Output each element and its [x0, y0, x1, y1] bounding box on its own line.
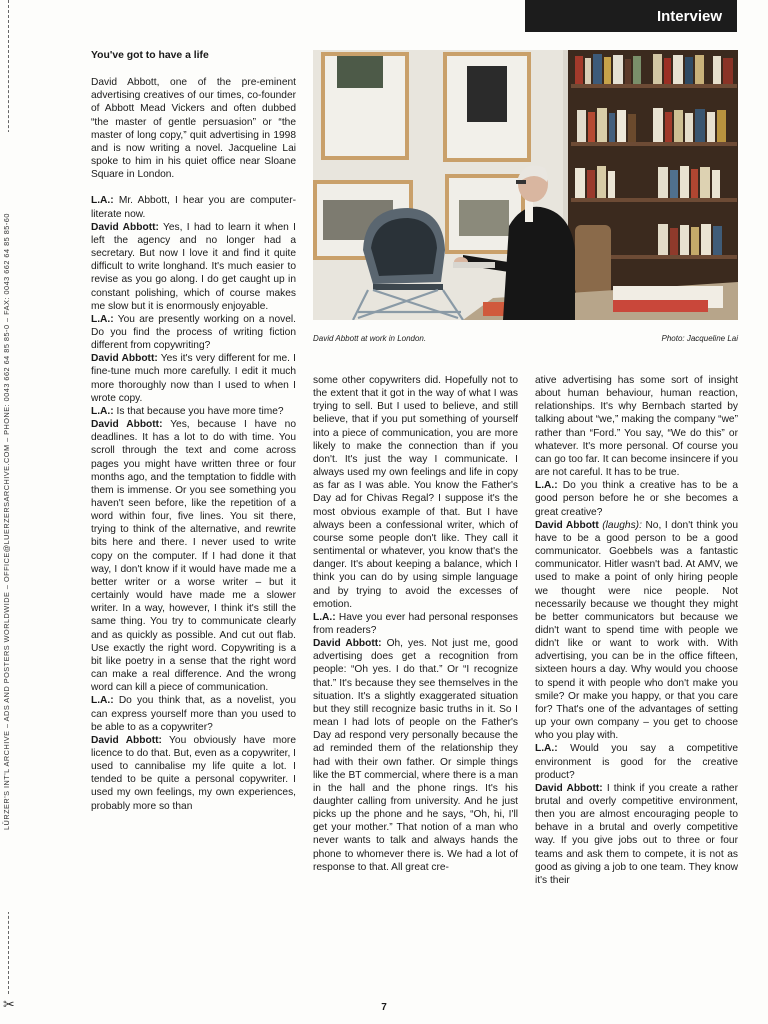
paragraph-text: some other copywriters did. Hopefully not to the extent that it got in the way of what I was trying to sell. But I used to believe, and still believe, that if you put something of yourself into a piece of communication, you are more likely to make the connection than if you don't. It's just the way I communicate. I always used my own feelings and life in copy as far as I was able. You know the Father's Day ad for Chivas Regal? I suppose it's the most obvious example of that. But I have always been a confessional writer, which of course some people don't like. They call it sentimental or whatever, you know that's the danger. It's about keeping a balance, which I think you can do by using simple language and by trying to avoid the excesses of emotion.: [313, 375, 518, 610]
article-column-3: [535, 374, 738, 887]
paragraph-text: Yes, because I have no deadlines. It has a lot to do with time. You scroll through the text and come across pages you might have written three or four months ago, and the temptation to fiddle with them is immense. Or you see something you haven't seen before, like the repetition of a word within four, five lines. You sit there, trying to think of the alternative, and rewrite bits here and there. I never used to write copy on the computer. If I had done it that way, I don't know if it would have made me a better writer or a worse writer – but it certainly would have made me a slower writer. In a way, however, I think it's still the same thing. You try to communicate clearly and as quickly as possible. And cut out flab. Use exactly the right word. Copywriting is a bit like poetry in a sense that the right word can make a real difference. And the wrong word can kill a piece of communication.: [91, 419, 296, 694]
speaker-label: David Abbott:: [535, 782, 603, 794]
speaker-label: David Abbott:: [91, 734, 162, 746]
column-2-body: [313, 374, 518, 874]
paragraph-text: Mr. Abbott, I hear you are computer-literate now.: [91, 195, 296, 220]
paragraph: [535, 782, 738, 887]
speaker-label: David Abbott:: [313, 638, 382, 650]
spine-text: LÜRZER'S INT'L ARCHIVE – ADS AND POSTERS WORLDWIDE – OFFICE@LUERZERSARCHIVE.COM – PHONE: 0043 662 64 85 85-0 – FAX: 0043 662 64 85 85-60: [2, 132, 16, 912]
photo-caption: David Abbott at work in London.: [313, 334, 427, 343]
paragraph-text: No, I don't think you have to be a good person to be a good communicator. Goebbels was a fantastic communicator. Hitler wasn't bad. At AMV, we used to make a point of only hiring people we thought were nice people. Not necessarily because we thought they might be better communicators but because we didn't want to spend time with people we didn't like or want to work with. With advertising, you can be in the office fifteen, sixteen hours a day. Why would you choose to spend it with people who don't make you smile? Or make you happy, or that you care for? That's one of the advantages of setting up your own company – you get to choose who you play with.: [535, 519, 738, 742]
paragraph-text: Is that because you have more time?: [116, 405, 284, 417]
speaker-label: David Abbott:: [91, 353, 158, 365]
paragraph-text: You obviously have more licence to do that. But, even as a copywriter, I used to cannibalise my life quite a lot. I tended to be quite a personal copywriter. I used my own feelings, my own experiences, probably more so than: [91, 734, 296, 812]
paragraph-text: Would you say a competitive environment is good for the creative product?: [535, 743, 738, 781]
paragraph: [313, 374, 518, 611]
archive-spine: [0, 0, 24, 1024]
section-tab: Interview: [525, 0, 737, 32]
speaker-label: David Abbott: [535, 519, 599, 531]
speaker-label: L.A.:: [313, 611, 336, 623]
paragraph-text: You are presently working on a novel. Do you find the process of writing fiction different from copywriting?: [91, 313, 296, 352]
column-3-body: [535, 374, 738, 887]
paragraph: [535, 374, 738, 479]
paragraph: [91, 352, 296, 405]
paragraph: [535, 519, 738, 743]
speaker-label: L.A.:: [91, 195, 114, 207]
page-number: 7: [381, 1002, 387, 1013]
paragraph: [535, 742, 738, 781]
paragraph: [91, 221, 296, 313]
paragraph: [313, 611, 518, 637]
speaker-label: L.A.:: [535, 480, 558, 492]
paragraph: [313, 637, 518, 874]
paragraph-text: Have you ever had personal responses from readers?: [313, 611, 518, 636]
paragraph-text: Do you think that, as a novelist, you can express yourself more than you used to be able to as a copywriter?: [91, 695, 296, 733]
speaker-label: L.A.:: [91, 313, 114, 325]
paragraph-text: Do you think a creative has to be a good person before he or she becomes a great creative?: [535, 480, 738, 518]
article-heading: You've got to have a life: [91, 50, 209, 61]
paragraph: [91, 313, 296, 352]
speaker-label: David Abbott:: [91, 221, 159, 233]
paragraph-text: Oh, yes. Not just me, good advertising does get a recognition from people: “Oh yes. I do that.” Or “I recognize that.” It's because they see themselves in the situation. It's a slightly exaggerated situation but they still recognize basic truths in it. So I mean I had lots of people on the Father's Day ad respond very personally because the ad reminded them of the relationship they had with their own father. Or simple things like the BT commercial, where there is a man in the hall and the phone rings. It's his daughter calling from university. And he just picks up the phone and he says, “Oh, hi, I'll get your mother.” That notion of a man who never wants to talk and always hands the phone to whomever there is. We had a lot of response to that. All great cre-: [313, 638, 518, 873]
article-photo: [313, 50, 738, 320]
photo-illustration: [313, 50, 738, 320]
paragraph-text: Yes, I had to learn it when I left the agency and no longer had a secretary. But now I love it and find it quite difficult to write longhand. It's much easier to revise as you go along. I do get caught up in constant polishing, which of course makes me slow but it is enormously enjoyable.: [91, 221, 296, 312]
paragraph: [91, 405, 296, 418]
article-intro: David Abbott, one of the pre-eminent advertising creatives of our times, co-founder of Abbott Mead Vickers and often dubbed “the master of gentle persuasion” or “the master of long copy,” quit advertising in 1998 and is now writing a novel. Jacqueline Lai spoke to him in his quiet office near Sloane Square in London.: [91, 77, 296, 181]
paragraph-text: I think if you create a rather brutal and overly competitive environment, then you are almost encouraging people to behave in a brutal and overly competitive way. If you give jobs out to three or four teams and ask them to compete, it is not as good as giving a job to one team. They know it's their: [535, 782, 738, 886]
scissors-icon: ✂: [3, 996, 15, 1012]
paragraph-text: Yes it's very different for me. I fine-tune much more carefully. I edit it much more thoroughly now than I used to when I wrote copy.: [91, 353, 296, 404]
column-1-body: [91, 194, 296, 812]
paragraph: [91, 694, 296, 733]
photo-credit: Photo: Jacqueline Lai: [661, 334, 738, 343]
speaker-label: David Abbott:: [91, 419, 163, 431]
speaker-label: L.A.:: [91, 405, 114, 417]
paragraph: [91, 194, 296, 220]
stage-direction: (laughs):: [602, 519, 642, 531]
article-column-1: [91, 49, 296, 813]
paragraph-text: ative advertising has some sort of insight about human behaviour, human reaction, relationships. It's why Bernbach started by talking about “we,” making the company “we” rather than “Ford.” You say, “We do this” or whatever. It's more personal. Of course you can go too far. It can become insincere if you are not careful. It has to be true.: [535, 375, 738, 479]
speaker-label: L.A.:: [535, 743, 558, 755]
article-column-2: [313, 374, 518, 874]
paragraph: [91, 418, 296, 694]
speaker-label: L.A.:: [91, 695, 114, 707]
paragraph: [91, 734, 296, 813]
paragraph: [535, 479, 738, 518]
